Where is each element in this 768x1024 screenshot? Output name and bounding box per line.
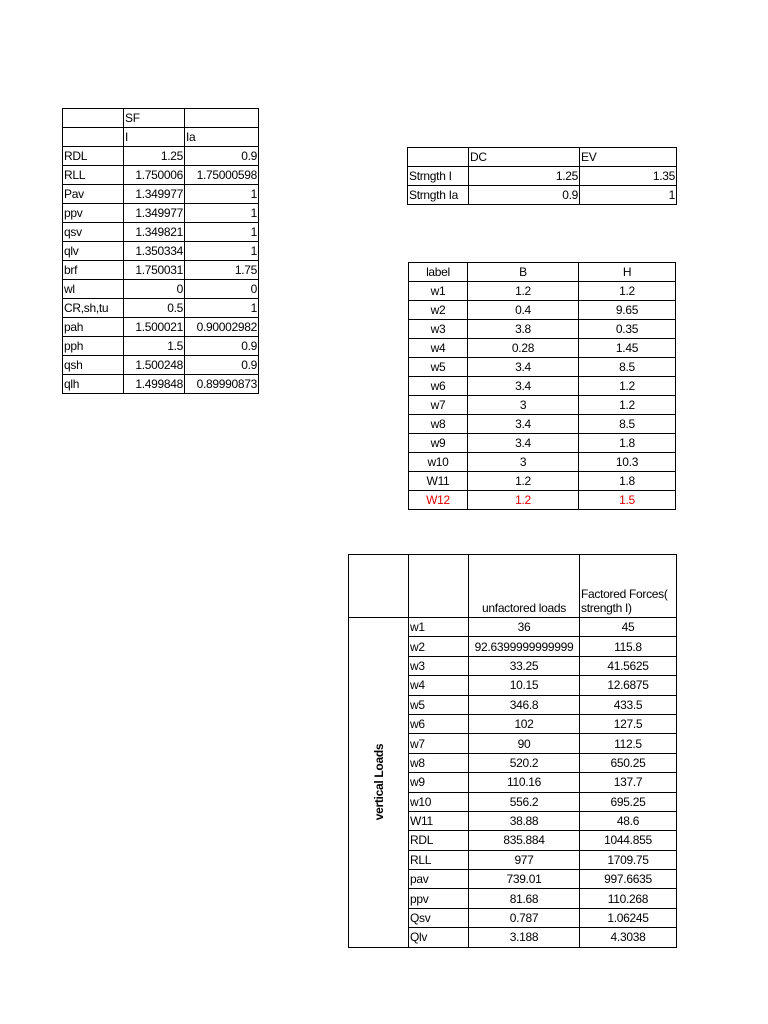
row-label: w6 — [409, 714, 469, 733]
table-row — [349, 618, 677, 637]
sf-header-cell — [185, 109, 259, 128]
dimension-header-cell: B — [468, 263, 579, 282]
value-cell: 0.28 — [468, 339, 579, 358]
unfactored-load-cell: 346.8 — [469, 695, 580, 714]
value-cell: 1.8 — [579, 472, 676, 491]
table-row — [409, 339, 676, 358]
value-cell: 1 — [185, 242, 259, 261]
value-cell: 3.4 — [468, 434, 579, 453]
value-cell: 0.89990873 — [185, 375, 259, 394]
strength-header-row — [408, 148, 677, 167]
table-row — [409, 301, 676, 320]
table-row — [409, 396, 676, 415]
strength-header-cell — [408, 148, 469, 167]
factored-force-cell: 1709.75 — [580, 850, 677, 869]
row-label: Pav — [63, 185, 124, 204]
row-label: wl — [63, 280, 124, 299]
table-row — [63, 242, 259, 261]
unfactored-load-cell: 110.16 — [469, 773, 580, 792]
value-cell: 1.500248 — [124, 356, 185, 375]
row-label: w4 — [409, 339, 468, 358]
dimension-header-cell: label — [409, 263, 468, 282]
unfactored-load-cell: 33.25 — [469, 656, 580, 675]
value-cell: 0 — [185, 280, 259, 299]
unfactored-load-cell: 81.68 — [469, 889, 580, 908]
table-row — [63, 204, 259, 223]
value-cell: 0.90002982 — [185, 318, 259, 337]
sf-subheader-cell: I — [124, 128, 185, 147]
value-cell: 1.45 — [579, 339, 676, 358]
row-label: w9 — [409, 434, 468, 453]
unfactored-load-cell: 38.88 — [469, 811, 580, 830]
strength-table — [407, 147, 677, 205]
value-cell: 1.349977 — [124, 185, 185, 204]
table-row — [63, 318, 259, 337]
row-label: RDL — [409, 831, 469, 850]
value-cell: 3.8 — [468, 320, 579, 339]
value-cell: 1.2 — [579, 282, 676, 301]
table-row — [408, 167, 677, 186]
table-row — [409, 320, 676, 339]
row-label: CR,sh,tu — [63, 299, 124, 318]
table-row — [409, 377, 676, 396]
value-cell: 1.25 — [124, 147, 185, 166]
value-cell: 1.350334 — [124, 242, 185, 261]
row-label: ppv — [63, 204, 124, 223]
factored-force-cell: 1044.855 — [580, 831, 677, 850]
row-label: w7 — [409, 396, 468, 415]
row-label: pah — [63, 318, 124, 337]
vertical-loads-label: vertical Loads — [371, 744, 386, 821]
value-cell: 1.25 — [469, 167, 580, 186]
header-cell — [409, 555, 469, 618]
row-label: Strngth I — [408, 167, 469, 186]
factored-force-cell: 433.5 — [580, 695, 677, 714]
row-label: w10 — [409, 792, 469, 811]
row-label: Qlv — [409, 928, 469, 947]
row-label: Strngth Ia — [408, 186, 469, 205]
table-row — [409, 282, 676, 301]
factored-forces-header: Factored Forces( strength I) — [580, 555, 677, 618]
unfactored-load-cell: 10.15 — [469, 676, 580, 695]
value-cell: 1.8 — [579, 434, 676, 453]
value-cell: 1 — [185, 299, 259, 318]
unfactored-load-cell: 90 — [469, 734, 580, 753]
value-cell: 0.9 — [185, 147, 259, 166]
load-header-row — [349, 555, 677, 618]
row-label: w3 — [409, 320, 468, 339]
value-cell: 3 — [468, 396, 579, 415]
sf-header-row — [63, 109, 259, 128]
row-label: w10 — [409, 453, 468, 472]
factored-force-cell: 41.5625 — [580, 656, 677, 675]
table-row — [409, 453, 676, 472]
table-row — [409, 472, 676, 491]
table-row — [63, 261, 259, 280]
value-cell: 1.35 — [580, 167, 677, 186]
sf-header-cell — [63, 109, 124, 128]
load-table — [348, 554, 677, 948]
value-cell: 1.2 — [468, 491, 579, 510]
row-label: pph — [63, 337, 124, 356]
value-cell: 1.2 — [579, 377, 676, 396]
value-cell: 0.9 — [469, 186, 580, 205]
row-label: pav — [409, 870, 469, 889]
unfactored-load-cell: 977 — [469, 850, 580, 869]
row-label: w9 — [409, 773, 469, 792]
table-row — [63, 166, 259, 185]
row-label: w1 — [409, 282, 468, 301]
value-cell: 1.750031 — [124, 261, 185, 280]
row-label: w2 — [409, 301, 468, 320]
value-cell: 10.3 — [579, 453, 676, 472]
unfactored-loads-header: unfactored loads — [469, 555, 580, 618]
table-row — [63, 223, 259, 242]
value-cell: 1.75000598 — [185, 166, 259, 185]
value-cell: 3 — [468, 453, 579, 472]
row-label: w4 — [409, 676, 469, 695]
row-label: ppv — [409, 889, 469, 908]
row-label: W11 — [409, 811, 469, 830]
factored-force-cell: 48.6 — [580, 811, 677, 830]
row-label: w2 — [409, 637, 469, 656]
value-cell: 0.9 — [185, 356, 259, 375]
row-label: RDL — [63, 147, 124, 166]
sf-subheader-row — [63, 128, 259, 147]
value-cell: 1.2 — [579, 396, 676, 415]
row-label: W12 — [409, 491, 468, 510]
sf-header-cell: SF — [124, 109, 185, 128]
table-row — [63, 356, 259, 375]
factored-force-cell: 4.3038 — [580, 928, 677, 947]
factored-force-cell: 115.8 — [580, 637, 677, 656]
row-label: qlh — [63, 375, 124, 394]
factored-force-cell: 1.06245 — [580, 908, 677, 927]
value-cell: 1 — [185, 223, 259, 242]
row-label: w5 — [409, 358, 468, 377]
factored-force-cell: 127.5 — [580, 714, 677, 733]
factored-force-cell: 110.268 — [580, 889, 677, 908]
value-cell: 0.5 — [124, 299, 185, 318]
value-cell: 1.75 — [185, 261, 259, 280]
row-label: W11 — [409, 472, 468, 491]
unfactored-load-cell: 835.884 — [469, 831, 580, 850]
sf-subheader-cell: Ia — [185, 128, 259, 147]
value-cell: 0.35 — [579, 320, 676, 339]
factored-force-cell: 12.6875 — [580, 676, 677, 695]
row-label: w8 — [409, 415, 468, 434]
unfactored-load-cell: 556.2 — [469, 792, 580, 811]
table-row — [63, 375, 259, 394]
header-cell — [349, 555, 409, 618]
unfactored-load-cell: 0.787 — [469, 908, 580, 927]
factored-force-cell: 997.6635 — [580, 870, 677, 889]
value-cell: 1 — [185, 185, 259, 204]
row-label: w3 — [409, 656, 469, 675]
value-cell: 3.4 — [468, 358, 579, 377]
value-cell: 0.9 — [185, 337, 259, 356]
row-label: Qsv — [409, 908, 469, 927]
value-cell: 1.349821 — [124, 223, 185, 242]
factored-force-cell: 112.5 — [580, 734, 677, 753]
strength-header-cell: DC — [469, 148, 580, 167]
row-label: qsh — [63, 356, 124, 375]
factored-force-cell: 695.25 — [580, 792, 677, 811]
strength-header-cell: EV — [580, 148, 677, 167]
value-cell: 0 — [124, 280, 185, 299]
row-label: qlv — [63, 242, 124, 261]
row-label: RLL — [63, 166, 124, 185]
table-row — [409, 358, 676, 377]
sf-subheader-cell — [63, 128, 124, 147]
table-row — [63, 185, 259, 204]
table-row — [63, 280, 259, 299]
value-cell: 1.5 — [579, 491, 676, 510]
unfactored-load-cell: 3.188 — [469, 928, 580, 947]
row-label: RLL — [409, 850, 469, 869]
table-row — [409, 491, 676, 510]
unfactored-load-cell: 520.2 — [469, 753, 580, 772]
table-row — [63, 147, 259, 166]
value-cell: 3.4 — [468, 415, 579, 434]
value-cell: 1.349977 — [124, 204, 185, 223]
value-cell: 1.499848 — [124, 375, 185, 394]
value-cell: 1 — [185, 204, 259, 223]
value-cell: 1.5 — [124, 337, 185, 356]
table-row — [409, 415, 676, 434]
dimension-table — [408, 262, 676, 510]
table-row — [63, 337, 259, 356]
value-cell: 1.2 — [468, 472, 579, 491]
table-row — [63, 299, 259, 318]
row-label: qsv — [63, 223, 124, 242]
value-cell: 0.4 — [468, 301, 579, 320]
row-label: brf — [63, 261, 124, 280]
row-label: w6 — [409, 377, 468, 396]
value-cell: 3.4 — [468, 377, 579, 396]
factored-force-cell: 650.25 — [580, 753, 677, 772]
value-cell: 8.5 — [579, 358, 676, 377]
value-cell: 1 — [580, 186, 677, 205]
value-cell: 8.5 — [579, 415, 676, 434]
row-label: w1 — [409, 618, 469, 637]
unfactored-load-cell: 102 — [469, 714, 580, 733]
value-cell: 1.750006 — [124, 166, 185, 185]
vertical-loads-group — [349, 618, 409, 948]
value-cell: 9.65 — [579, 301, 676, 320]
unfactored-load-cell: 36 — [469, 618, 580, 637]
dimension-header-cell: H — [579, 263, 676, 282]
unfactored-load-cell: 739.01 — [469, 870, 580, 889]
value-cell: 1.2 — [468, 282, 579, 301]
factored-force-cell: 45 — [580, 618, 677, 637]
row-label: w5 — [409, 695, 469, 714]
table-row — [409, 434, 676, 453]
row-label: w8 — [409, 753, 469, 772]
unfactored-load-cell: 92.6399999999999 — [469, 637, 580, 656]
sf-table — [62, 108, 259, 394]
factored-force-cell: 137.7 — [580, 773, 677, 792]
dimension-header-row — [409, 263, 676, 282]
table-row — [408, 186, 677, 205]
value-cell: 1.500021 — [124, 318, 185, 337]
row-label: w7 — [409, 734, 469, 753]
